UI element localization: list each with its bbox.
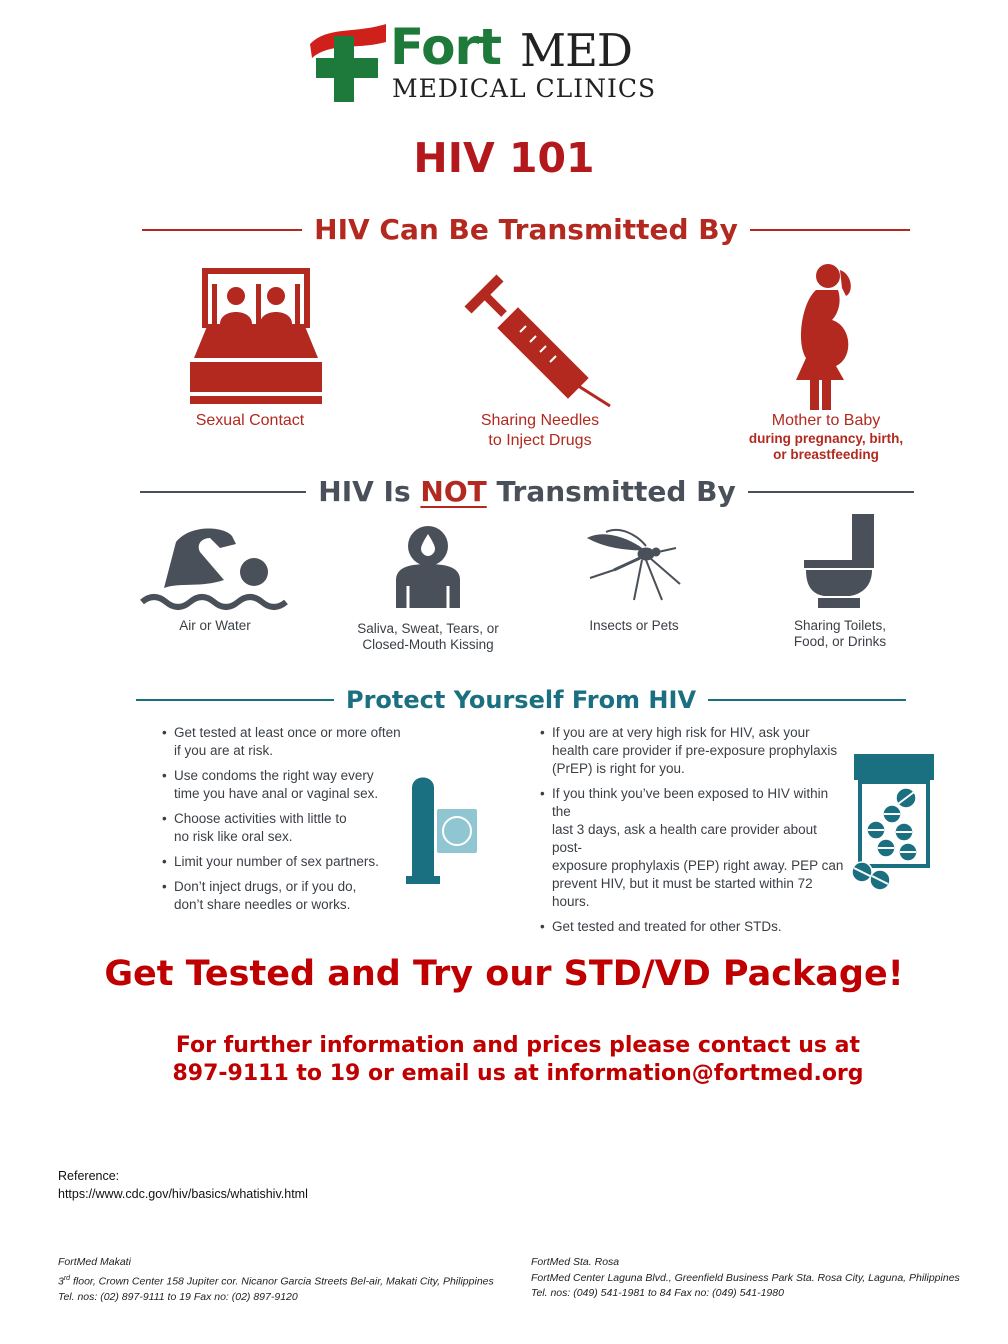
not-transmitted-heading bbox=[140, 475, 914, 508]
heading-not: NOT bbox=[420, 475, 487, 508]
fortmed-logo bbox=[306, 18, 657, 108]
caption-sub-line: during pregnancy, birth, bbox=[748, 430, 904, 446]
caption-air-water bbox=[140, 618, 290, 634]
branch-name: FortMed Sta. Rosa bbox=[531, 1256, 620, 1268]
caption-mother-to-baby bbox=[736, 411, 916, 463]
transmitted-heading bbox=[142, 213, 910, 246]
caption-line: Sharing Needles bbox=[480, 412, 600, 429]
condom-icon bbox=[404, 768, 482, 886]
branch-tel: Tel. nos: (02) 897-9111 to 19 Fax no: (02) 897-9120 bbox=[58, 1290, 298, 1303]
branch-address: 3rd floor, Crown Center 158 Jupiter cor. Nicanor Garcia Streets Bel-air, Makati City, Philippines bbox=[58, 1274, 494, 1287]
heading-rule-left bbox=[136, 699, 334, 701]
contact-line-1: For further information and prices please contact us at bbox=[175, 1033, 861, 1058]
not-transmitted-heading-text bbox=[318, 475, 735, 508]
mosquito-icon bbox=[584, 526, 684, 606]
cta-heading: Get Tested and Try our STD/VD Package! bbox=[104, 954, 904, 994]
logo-brand-fort: Fort bbox=[390, 18, 502, 76]
caption-line: Sexual Contact bbox=[195, 412, 305, 429]
transmitted-heading-text: HIV Can Be Transmitted By bbox=[314, 213, 738, 246]
toilet-icon bbox=[804, 514, 878, 610]
list-item: • If you think you’ve been exposed to HIV within the last 3 days, ask a health care provider about post- exposure prophylaxis (PEP) right away. PEP can prevent HIV, but it must be started within 72 hours. bbox=[540, 785, 850, 911]
reference-url[interactable]: https://www.cdc.gov/hiv/basics/whatishiv.html bbox=[58, 1187, 308, 1201]
footer-makati bbox=[58, 1255, 494, 1305]
list-item: • Choose activities with little to no risk like oral sex. bbox=[162, 810, 412, 846]
logo-brand-med: MED bbox=[520, 24, 633, 77]
list-item: • Get tested and treated for other STDs. bbox=[540, 918, 850, 936]
list-item: • Don’t inject drugs, or if you do, don’t share needles or works. bbox=[162, 878, 412, 914]
list-item: • Get tested at least once or more often if you are at risk. bbox=[162, 724, 412, 760]
heading-rule-left bbox=[140, 491, 306, 493]
caption-line: Closed-Mouth Kissing bbox=[362, 637, 494, 653]
contact-info bbox=[0, 1032, 1008, 1088]
heading-rule-left bbox=[142, 229, 302, 231]
branch-tel: Tel. nos: (049) 541-1981 to 84 Fax no: (049) 541-1980 bbox=[531, 1287, 784, 1299]
caption-sexual-contact bbox=[170, 411, 330, 431]
caption-line: Insects or Pets bbox=[589, 618, 679, 633]
reference-block bbox=[58, 1167, 308, 1203]
footer-starosa bbox=[531, 1255, 960, 1302]
caption-saliva bbox=[340, 621, 516, 654]
contact-line-2: 897-9111 to 19 or email us at information@fortmed.org bbox=[172, 1061, 864, 1086]
branch-address: FortMed Center Laguna Blvd., Greenfield Business Park Sta. Rosa City, Laguna, Philippines bbox=[531, 1271, 960, 1284]
caption-line: Mother to Baby bbox=[771, 412, 881, 429]
heading-rule-right bbox=[748, 491, 914, 493]
protect-list-left bbox=[162, 724, 412, 921]
medical-cross-icon bbox=[306, 20, 390, 104]
heading-rule-right bbox=[750, 229, 910, 231]
heading-post: Transmitted By bbox=[496, 475, 736, 508]
caption-line: to Inject Drugs bbox=[488, 431, 592, 449]
caption-line: Air or Water bbox=[179, 618, 251, 633]
caption-line: Sharing Toilets, bbox=[793, 618, 887, 633]
protect-list-right bbox=[540, 724, 850, 943]
caption-line: Food, or Drinks bbox=[793, 634, 887, 650]
list-item: • Use condoms the right way every time you have anal or vaginal sex. bbox=[162, 767, 412, 803]
caption-toilets bbox=[770, 618, 910, 651]
caption-line: Saliva, Sweat, Tears, or bbox=[357, 621, 499, 636]
caption-insects bbox=[564, 618, 704, 634]
heading-rule-right bbox=[708, 699, 906, 701]
pill-bottle-icon bbox=[848, 752, 940, 892]
logo-tagline: MEDICAL CLINICS bbox=[392, 74, 657, 103]
reference-label: Reference: bbox=[58, 1169, 120, 1183]
caption-sub-line: or breastfeeding bbox=[773, 446, 879, 462]
protect-heading-text: Protect Yourself From HIV bbox=[345, 686, 697, 714]
bed-couple-icon bbox=[188, 266, 324, 406]
protect-heading bbox=[136, 686, 906, 714]
syringe-icon bbox=[460, 270, 616, 410]
branch-name: FortMed Makati bbox=[58, 1256, 131, 1268]
heading-pre: HIV Is bbox=[318, 475, 411, 508]
person-drop-icon bbox=[392, 524, 464, 608]
caption-sharing-needles bbox=[450, 411, 630, 450]
list-item: • Limit your number of sex partners. bbox=[162, 853, 412, 871]
page-title: HIV 101 bbox=[413, 134, 595, 182]
swimmer-icon bbox=[140, 522, 290, 612]
list-item: • If you are at very high risk for HIV, ask your health care provider if pre-exposure prophylaxis (PrEP) is right for you. bbox=[540, 724, 850, 778]
pregnant-woman-icon bbox=[786, 262, 860, 412]
